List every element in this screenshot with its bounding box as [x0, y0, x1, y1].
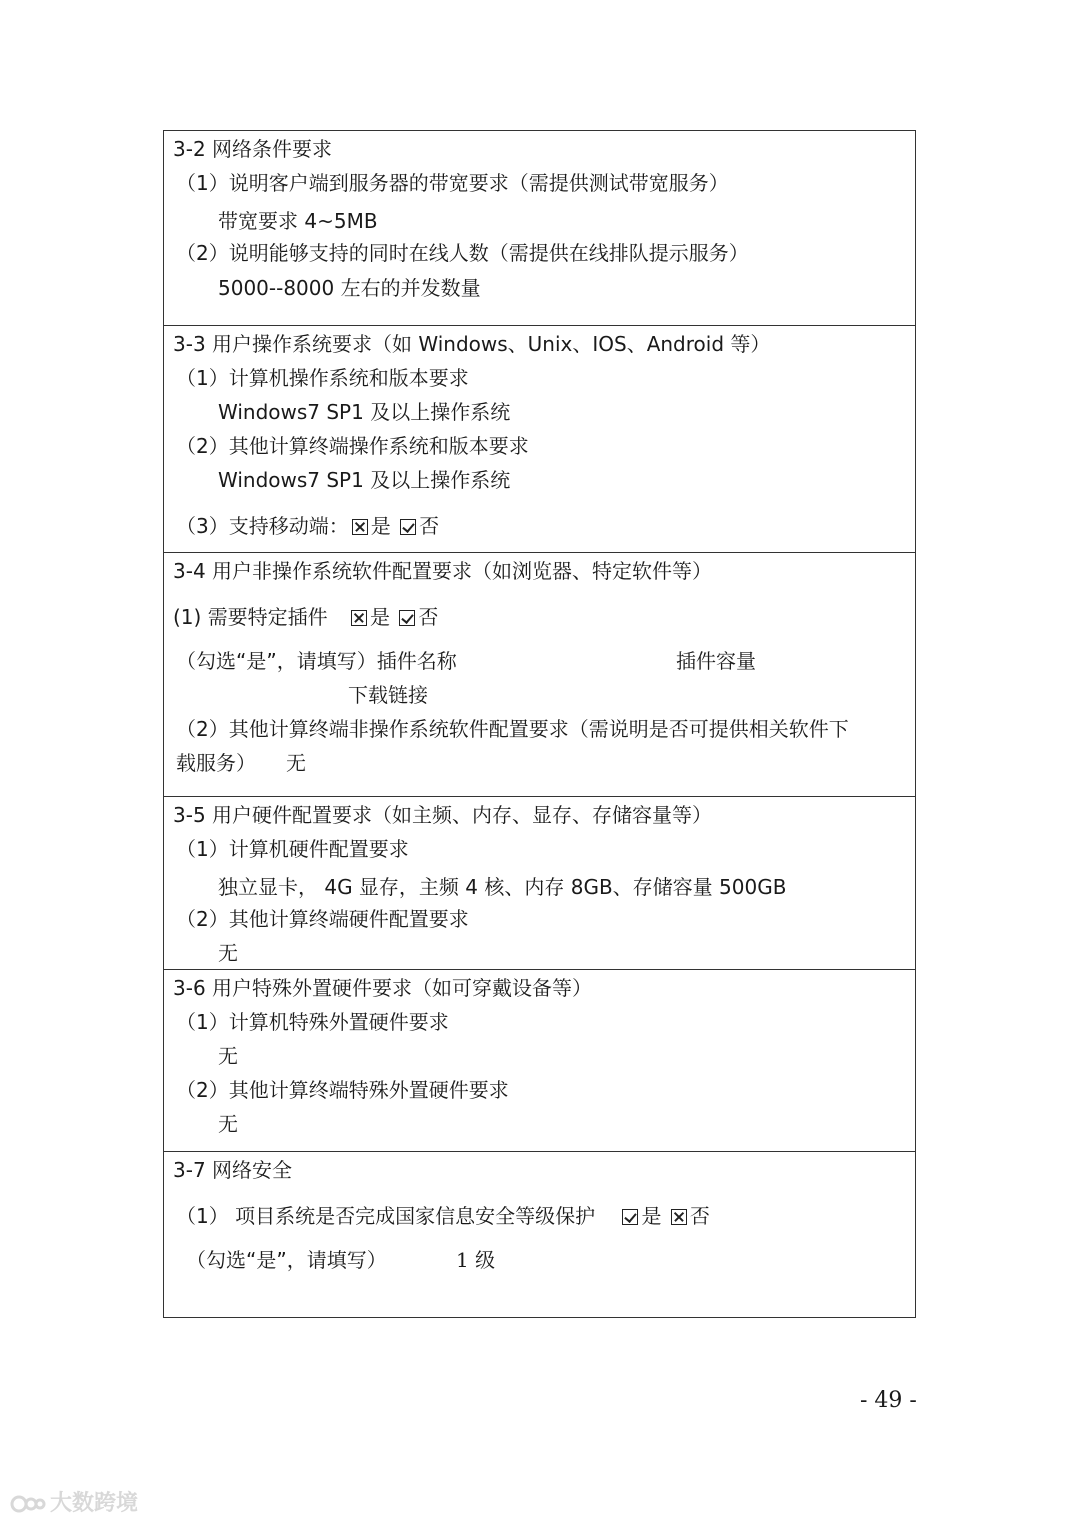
mobile-support-row — [176, 514, 439, 538]
question-2-line1: （2）其他计算终端非操作系统软件配置要求（需说明是否可提供相关软件下 — [176, 717, 849, 741]
section-3-7 — [164, 1152, 915, 1319]
question-2: （2）其他计算终端操作系统和版本要求 — [176, 434, 529, 458]
checkbox-crossed-icon[interactable] — [351, 610, 367, 626]
section-3-2 — [164, 131, 915, 326]
question-2: （2）说明能够支持的同时在线人数（需提供在线排队提示服务） — [176, 241, 749, 265]
question-2: （2）其他计算终端特殊外置硬件要求 — [176, 1078, 509, 1102]
answer-2: 无 — [218, 1112, 238, 1136]
checkbox-checked-icon[interactable] — [400, 519, 416, 535]
question-2-line2 — [176, 751, 306, 775]
watermark-text: 大数跨境 — [50, 1491, 139, 1516]
watermark-logo-icon — [10, 1491, 46, 1517]
checkbox-crossed-icon[interactable] — [671, 1209, 687, 1225]
question-1: （1）计算机操作系统和版本要求 — [176, 366, 469, 390]
section-title: 3-2 网络条件要求 — [173, 137, 333, 161]
section-title: 3-4 用户非操作系统软件配置要求（如浏览器、特定软件等） — [173, 559, 713, 583]
checkbox-checked-icon[interactable] — [622, 1209, 638, 1225]
watermark — [10, 1486, 138, 1517]
plugin-row — [173, 605, 438, 629]
section-title: 3-7 网络安全 — [173, 1158, 293, 1182]
section-3-4 — [164, 553, 915, 797]
yes-label: 是 — [641, 1204, 662, 1228]
yes-label: 是 — [370, 605, 391, 629]
plugin-capacity-label: 插件容量 — [676, 649, 756, 673]
section-title: 3-5 用户硬件配置要求（如主频、内存、显存、存储容量等） — [173, 803, 713, 827]
section-3-6 — [164, 970, 915, 1152]
section-title: 3-6 用户特殊外置硬件要求（如可穿戴设备等） — [173, 976, 593, 1000]
question-1: （1）计算机特殊外置硬件要求 — [176, 1010, 449, 1034]
fill-note: （勾选“是”，请填写） — [186, 1248, 387, 1272]
section-3-3 — [164, 326, 915, 553]
answer-2: 5000--8000 左右的并发数量 — [218, 276, 481, 300]
question-2-text: 载服务） — [176, 751, 256, 775]
checkbox-crossed-icon[interactable] — [352, 519, 368, 535]
section-3-5 — [164, 797, 915, 970]
question-2: （2）其他计算终端硬件配置要求 — [176, 907, 469, 931]
no-label: 否 — [419, 514, 440, 538]
answer-1: 无 — [218, 1044, 238, 1068]
security-row — [176, 1204, 710, 1228]
question-1: （1）计算机硬件配置要求 — [176, 837, 409, 861]
answer-1: 独立显卡， 4G 显存，主频 4 核、内存 8GB、存储容量 500GB — [218, 875, 787, 899]
answer-2: 无 — [218, 941, 238, 965]
page-number: - 49 - — [860, 1388, 917, 1413]
answer-1: 带宽要求 4~5MB — [218, 209, 378, 233]
question-1: (1) 需要特定插件 — [173, 605, 328, 629]
section-title: 3-3 用户操作系统要求（如 Windows、Unix、IOS、Android 等） — [173, 332, 771, 356]
answer-2: Windows7 SP1 及以上操作系统 — [218, 468, 511, 492]
security-level: 1 级 — [456, 1248, 496, 1272]
question-1: （1） 项目系统是否完成国家信息安全等级保护 — [176, 1204, 596, 1228]
no-label: 否 — [689, 1204, 710, 1228]
no-label: 否 — [418, 605, 439, 629]
yes-label: 是 — [370, 514, 391, 538]
checkbox-checked-icon[interactable] — [399, 610, 415, 626]
question-1: （1）说明客户端到服务器的带宽要求（需提供测试带宽服务） — [176, 171, 729, 195]
question-3: （3）支持移动端： — [176, 514, 349, 538]
question-2-answer: 无 — [286, 751, 306, 775]
requirements-table — [163, 130, 916, 1318]
fill-note: （勾选“是”，请填写）插件名称 — [176, 649, 457, 673]
answer-1: Windows7 SP1 及以上操作系统 — [218, 400, 511, 424]
download-link-label: 下载链接 — [348, 683, 428, 707]
